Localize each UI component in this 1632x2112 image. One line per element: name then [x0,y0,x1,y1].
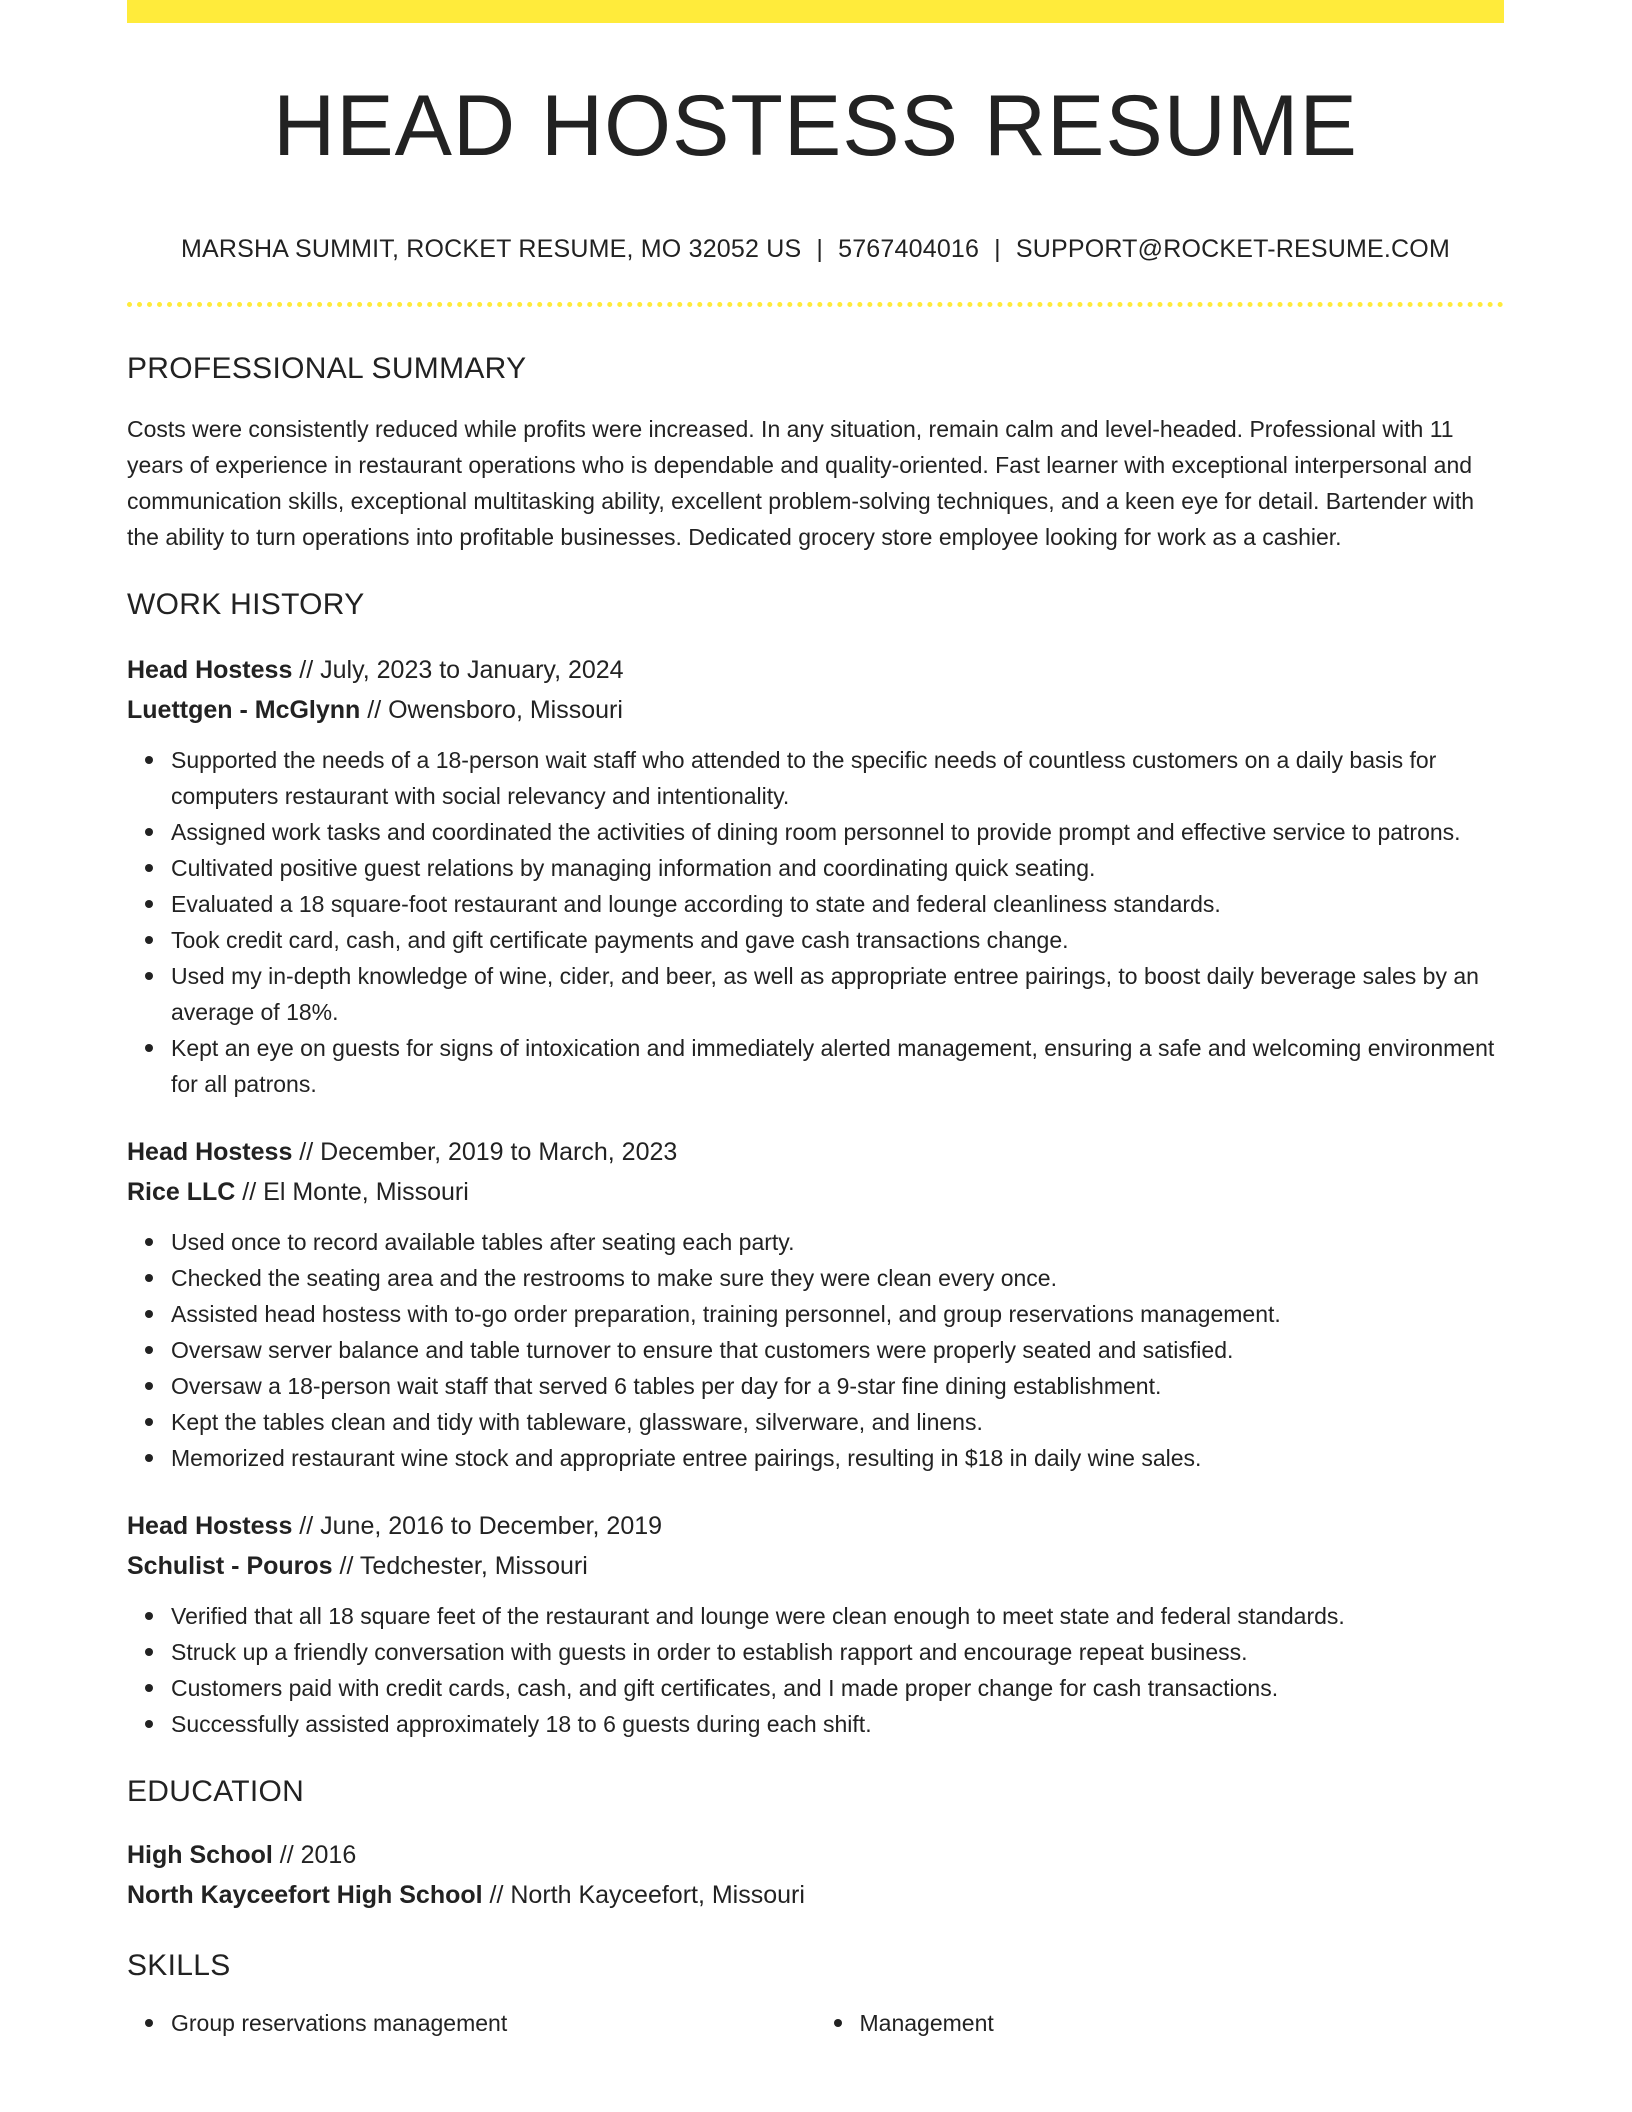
job-bullets [127,742,1504,1102]
job-entry [127,1132,1504,1476]
summary-heading: PROFESSIONAL SUMMARY [127,352,527,385]
skills-grid [127,2001,1504,2041]
job-entry [127,650,1504,1102]
contact-separator: | [994,235,1001,263]
job-dates: // July, 2023 to January, 2024 [292,656,624,684]
job-bullet: Oversaw server balance and table turnover to ensure that customers were properly seated and satisfied. [171,1332,1504,1368]
job-company: Luettgen - McGlynn [127,696,361,724]
job-title-line [127,650,1504,690]
job-bullet: Used once to record available tables after seating each party. [171,1224,1504,1260]
degree-line [127,1835,1504,1875]
school-name: North Kayceefort High School [127,1881,483,1909]
school-line [127,1875,1504,1915]
job-bullet: Successfully assisted approximately 18 to 6 guests during each shift. [171,1706,1504,1742]
job-entry [127,1506,1504,1742]
job-company-line [127,690,1504,730]
job-company-line [127,1546,1504,1586]
job-bullet: Checked the seating area and the restrooms to make sure they were clean every once. [171,1260,1504,1296]
job-title: Head Hostess [127,656,293,684]
job-bullet: Evaluated a 18 square-foot restaurant and lounge according to state and federal cleanliness standards. [171,886,1504,922]
job-location: // Tedchester, Missouri [332,1552,588,1580]
job-bullet: Verified that all 18 square feet of the restaurant and lounge were clean enough to meet state and federal standards. [171,1598,1504,1634]
work-history-heading: WORK HISTORY [127,588,365,621]
skills-column-right [816,2005,1505,2041]
skills-heading: SKILLS [127,1949,231,1982]
job-title-line [127,1506,1504,1546]
job-location: // Owensboro, Missouri [360,696,623,724]
resume-page [127,0,1504,2041]
job-title: Head Hostess [127,1138,293,1166]
job-bullet: Assisted head hostess with to-go order preparation, training personnel, and group reservations management. [171,1296,1504,1332]
dotted-divider [127,302,1504,307]
job-bullet: Customers paid with credit cards, cash, and gift certificates, and I made proper change for cash transactions. [171,1670,1504,1706]
skill-item: Management [860,2005,1505,2041]
job-company: Schulist - Pouros [127,1552,333,1580]
skill-item: Group reservations management [171,2005,816,2041]
job-company-line [127,1172,1504,1212]
job-bullet: Oversaw a 18-person wait staff that served 6 tables per day for a 9-star fine dining establishment. [171,1368,1504,1404]
skills-column-left [127,2005,816,2041]
education-heading: EDUCATION [127,1775,305,1808]
contact-line [127,234,1504,264]
graduation-year: // 2016 [272,1841,357,1869]
top-accent-bar [127,0,1504,23]
job-title-line [127,1132,1504,1172]
job-bullets [127,1598,1504,1742]
job-bullet: Kept an eye on guests for signs of intoxication and immediately alerted management, ensuring a safe and welcoming environment for all patrons. [171,1030,1504,1102]
job-bullet: Memorized restaurant wine stock and appropriate entree pairings, resulting in $18 in daily wine sales. [171,1440,1504,1476]
degree: High School [127,1841,273,1869]
job-bullet: Took credit card, cash, and gift certificate payments and gave cash transactions change. [171,922,1504,958]
resume-title: HEAD HOSTESS RESUME [273,78,1358,174]
school-location: // North Kayceefort, Missouri [482,1881,805,1909]
contact-separator: | [816,235,824,263]
contact-email: SUPPORT@ROCKET-RESUME.COM [1015,235,1450,263]
summary-text: Costs were consistently reduced while profits were increased. In any situation, remain calm and level-headed. Professional with 11 years of experience in restaurant operations who is dependable and quality-oriented. Fast learner with exceptional interpersonal and communication skills, exceptional multitasking ability, excellent problem-solving techniques, and a keen eye for detail. Bartender with the ability to turn operations into profitable businesses. Dedicated grocery store employee looking for work as a cashier. [127,416,1475,550]
job-dates: // June, 2016 to December, 2019 [292,1512,663,1540]
job-location: // El Monte, Missouri [235,1178,469,1206]
contact-address: MARSHA SUMMIT, ROCKET RESUME, MO 32052 US [181,235,802,263]
job-bullet: Kept the tables clean and tidy with tableware, glassware, silverware, and linens. [171,1404,1504,1440]
job-bullets [127,1224,1504,1476]
contact-phone: 5767404016 [838,235,980,263]
job-bullet: Supported the needs of a 18-person wait staff who attended to the specific needs of countless customers on a daily basis for computers restaurant with social relevancy and intentionality. [171,742,1504,814]
job-bullet: Cultivated positive guest relations by managing information and coordinating quick seating. [171,850,1504,886]
job-dates: // December, 2019 to March, 2023 [292,1138,678,1166]
job-title: Head Hostess [127,1512,293,1540]
job-bullet: Struck up a friendly conversation with guests in order to establish rapport and encourage repeat business. [171,1634,1504,1670]
job-bullet: Assigned work tasks and coordinated the activities of dining room personnel to provide prompt and effective service to patrons. [171,814,1504,850]
job-bullet: Used my in-depth knowledge of wine, cider, and beer, as well as appropriate entree pairings, to boost daily beverage sales by an average of 18%. [171,958,1504,1030]
job-company: Rice LLC [127,1178,236,1206]
education-entry [127,1835,1504,1915]
